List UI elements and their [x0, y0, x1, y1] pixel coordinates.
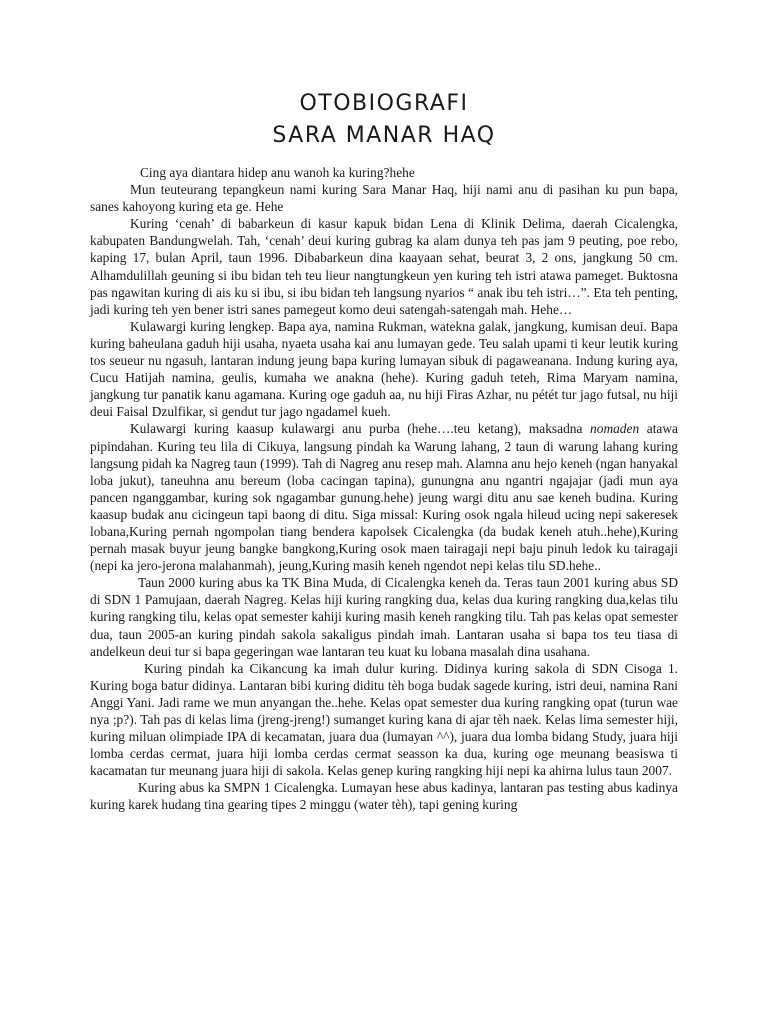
paragraph-school-early: Taun 2000 kuring abus ka TK Bina Muda, di Cicalengka keneh da. Teras taun 2001 kuring abus SD di SDN 1 Pamujaan, daerah Nagreg. Kelas hiji kuring rangking dua, kelas dua kuring rangking dua,kelas tilu kuring rangking tilu, kelas opat semester kahiji kuring masih keneh rangking tilu. Tah pas kelas opat semester dua, taun 2005-an kuring pindah sakola sakaligus pindah imah. Lantaran usaha si bapa tos teu tiasa di andelkeun deui tur si bapa gegeringan wae lantaran teu kuat ku lobana masalah dina usahana.: [90, 575, 678, 659]
paragraph-intro-question: Cing aya diantara hidep anu wanoh ka kuring?hehe: [140, 165, 415, 180]
nomad-text-before: Kulawargi kuring kaasup kulawargi anu purba (hehe….teu ketang), maksadna: [130, 421, 591, 437]
paragraph-name: Mun teuteurang tepangkeun nami kuring Sara Manar Haq, hiji nami anu di pasihan ku pun bapa, sanes kahoyong kuring eta ge. Hehe: [90, 182, 678, 215]
document-subtitle-name: SARA MANAR HAQ: [272, 123, 496, 148]
paragraph-birth: Kuring ‘cenah’ di babarkeun di kasur kapuk bidan Lena di Klinik Delima, daerah Cicalengka, kabupaten Bandungwelah. Tah, ‘cenah’ deui kuring gubrag ka alam dunya teh pas jam 9 peuting, poe rebo, kaping 17, bulan April, taun 1996. Dibabarkeun dina kaayaan sehat, beurat 3, 2 ons, jangkung 50 cm. Alhamdulillah geuning si ibu bidan teh teu lieur nangtungkeun yen kuring teh istri atawa pameget. Buktosna pas ngawitan kuring di ais ku si ibu, si ibu bidan teh langsung nyarios “ anak ibu teh istri…”. Eta teh penting, jadi kuring teh yen bener istri sanes pamegeut komo deui satengah-satengah mah. Hehe…: [90, 216, 678, 317]
paragraph-nomad: [90, 420, 678, 574]
nomad-text-italic: nomaden: [590, 421, 640, 437]
document-page: [90, 88, 678, 814]
paragraph-family: Kulawargi kuring lengkep. Bapa aya, namina Rukman, watekna galak, jangkung, kumisan deui. Bapa kuring baheulana gaduh hiji usaha, nyaeta usaha kai anu lumayan gede. Teu salah upami ti keur leutik kuring tos seueur nu ngasuh, lantaran indung jeung bapa kuring lumayan sibuk di pagaweanana. Indung kuring aya, Cucu Hatijah namina, geulis, kumaha we anakna (hehe). Kuring gaduh teteh, Rima Maryam namina, jangkung tur panatik kanu agamana. Kuring oge gaduh aa, nu hiji Firas Azhar, nu pétét tur jago futsal, nu hiji deui Faisal Dzulfikar, si gendut tur jago ngadamel kueh.: [90, 318, 678, 420]
nomad-text-after: atawa pipindahan. Kuring teu lila di Cikuya, langsung pindah ka Warung lahang, 2 taun di warung lahang kuring langsung pidah ka Nagreg taun (1999). Tah di Nagreg anu resep mah. Alamna anu hejo keneh (ngan hanyakal loba jukut), taneuhna anu bereum (loba cacingan tapina), gunungna anu ngantri ngajajar (jadi mun aya pancen nganggambar, kuring sok ngagambar gunung.hehe) jeung wargi ditu anu sae keneh budina. Kuring kaasup budak anu cicingeun tapi baong di ditu. Siga missal: Kuring osok ngala hileud ucing nepi sakeresek lobana,Kuring pernah ngompolan tiang bendera kapolsek Cicalengka (da budak keneh atuh..hehe),Kuring pernah masak buyur jeung bangke bangkong,Kuring osok maen tairagaji nepi baju pinuh ledok ku tairagaji (nepi ka jero-jerona malahanmah), jeung,Kuring masih keneh ngendot nepi kelas tilu SD.hehe..: [90, 421, 678, 574]
paragraph-cikancung: Kuring pindah ka Cikancung ka imah dulur kuring. Didinya kuring sakola di SDN Cisoga 1. Kuring boga batur didinya. Lantaran bibi kuring diditu tèh boga budak sagede kuring, istri deui, namina Rani Anggi Yani. Jadi rame we mun anyangan the..hehe. Kelas opat semester dua kuring rangking opat (turun wae nya ;p?). Tah pas di kelas lima (jreng-jreng!) sumanget kuring kana di ajar tèh naek. Kelas lima semester hiji, kuring miluan olimpiade IPA di kecamatan, juara dua (lumayan ^^), juara dua lomba bidang Study, juara hiji lomba cerdas cermat, juara hiji lomba cerdas cermat seasson ka dua, kuring oge meunang beasiswa ti kacamatan tur meunang juara hiji di sakola. Kelas genep kuring rangking hiji nepi ka ahirna lulus taun 2007.: [90, 660, 678, 779]
paragraph-smp: Kuring abus ka SMPN 1 Cicalengka. Lumayan hese abus kadinya, lantaran pas testing abus kadinya kuring karek hudang tina gearing tipes 2 minggu (water tèh), tapi gening kuring: [90, 780, 678, 813]
document-title: OTOBIOGRAFI: [299, 91, 469, 116]
